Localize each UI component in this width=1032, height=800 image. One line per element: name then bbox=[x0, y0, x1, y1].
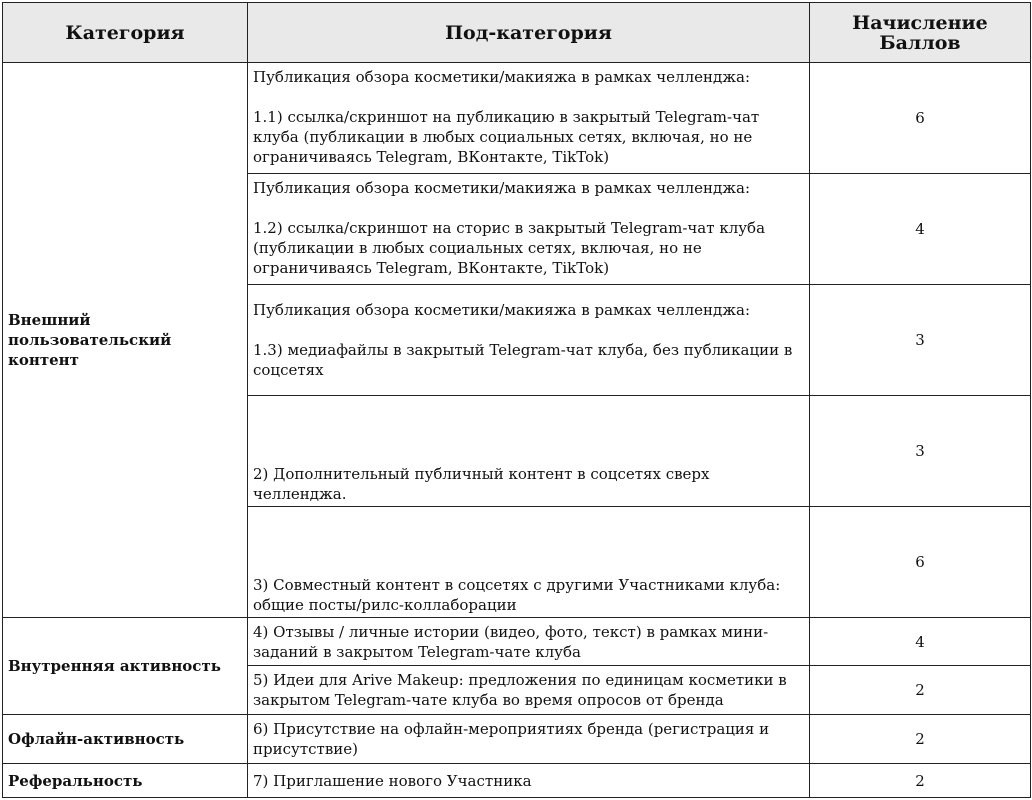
header-points-line1: Начисление bbox=[852, 11, 988, 34]
subcategory-cell bbox=[248, 174, 810, 285]
subcategory-cell bbox=[248, 715, 810, 764]
points-table bbox=[2, 2, 1031, 798]
points-value: 6 bbox=[810, 63, 1031, 174]
table-row bbox=[3, 63, 1031, 174]
subcategory-text: 7) Приглашение нового Участника bbox=[253, 771, 532, 790]
category-referral: Реферальность bbox=[3, 764, 248, 798]
subcategory-text: 1.2) ссылка/скриншот на сторис в закрытый Telegram-чат клуба (публикации в любых социальных сетях, включая, но не ограничиваясь Telegram, ВКонтакте, TikTok) bbox=[253, 219, 766, 277]
subcategory-cell bbox=[248, 396, 810, 507]
subcategory-text: 1.1) ссылка/скриншот на публикацию в закрытый Telegram-чат клуба (публикации в любых социальных сетях, включая, но не ограничиваясь Telegram, ВКонтакте, TikTok) bbox=[253, 108, 760, 166]
points-value: 6 bbox=[810, 507, 1031, 618]
header-points-line2: Баллов bbox=[879, 31, 961, 54]
table-row bbox=[3, 618, 1031, 666]
header-row bbox=[3, 3, 1031, 63]
subcategory-text: 6) Присутствие на офлайн-мероприятиях бренда (регистрация и присутствие) bbox=[253, 720, 770, 758]
subcategory-text: 1.3) медиафайлы в закрытый Telegram-чат клуба, без публикации в соцсетях bbox=[253, 341, 793, 379]
points-value: 3 bbox=[810, 396, 1031, 507]
subcategory-cell bbox=[248, 63, 810, 174]
subcategory-intro: Публикация обзора косметики/макияжа в рамках челленджа: bbox=[253, 179, 750, 197]
header-category: Категория bbox=[3, 3, 248, 63]
points-value: 2 bbox=[810, 764, 1031, 798]
subcategory-text: 5) Идеи для Arive Makeup: предложения по единицам косметики в закрытом Telegram-чате клуба во время опросов от бренда bbox=[253, 671, 787, 709]
subcategory-cell bbox=[248, 507, 810, 618]
subcategory-text: 3) Совместный контент в соцсетях с другими Участниками клуба: общие посты/рилс-коллаборации bbox=[253, 576, 781, 614]
subcategory-cell bbox=[248, 666, 810, 715]
points-value: 2 bbox=[810, 666, 1031, 715]
category-offline: Офлайн-активность bbox=[3, 715, 248, 764]
points-value: 4 bbox=[810, 618, 1031, 666]
subcategory-cell bbox=[248, 285, 810, 396]
category-internal: Внутренняя активность bbox=[3, 618, 248, 715]
subcategory-text: 2) Дополнительный публичный контент в соцсетях сверх челленджа. bbox=[253, 465, 710, 503]
points-value: 4 bbox=[810, 174, 1031, 285]
subcategory-intro: Публикация обзора косметики/макияжа в рамках челленджа: bbox=[253, 301, 750, 319]
subcategory-text: 4) Отзывы / личные истории (видео, фото, текст) в рамках мини-заданий в закрытом Telegram-чате клуба bbox=[253, 622, 769, 661]
subcategory-cell bbox=[248, 618, 810, 666]
category-external: Внешний пользовательский контент bbox=[3, 63, 248, 618]
subcategory-cell bbox=[248, 764, 810, 798]
header-subcategory: Под-категория bbox=[248, 3, 810, 63]
table-row bbox=[3, 764, 1031, 798]
header-points bbox=[810, 3, 1031, 63]
points-value: 2 bbox=[810, 715, 1031, 764]
points-value: 3 bbox=[810, 285, 1031, 396]
subcategory-intro: Публикация обзора косметики/макияжа в рамках челленджа: bbox=[253, 68, 750, 86]
table-row bbox=[3, 715, 1031, 764]
